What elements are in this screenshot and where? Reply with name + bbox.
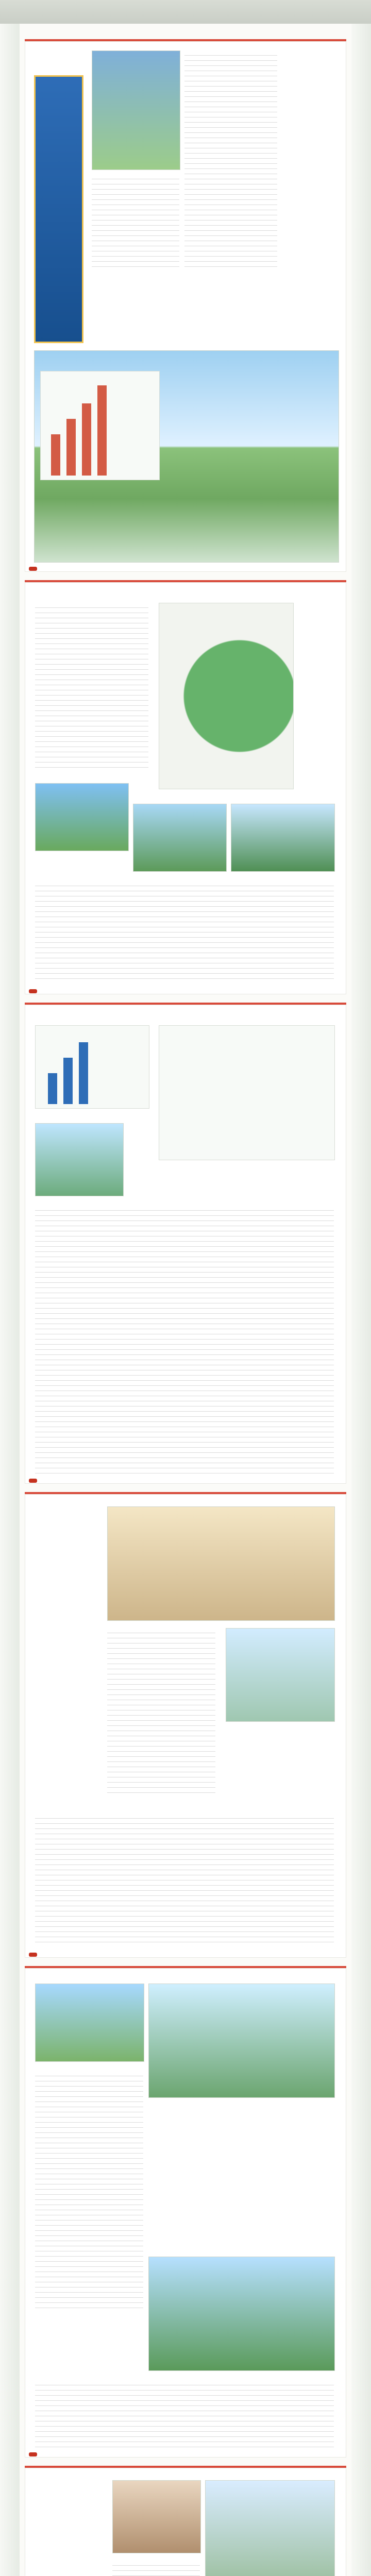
- eco-text-2: [35, 2380, 334, 2447]
- section-memories: [25, 2466, 346, 2576]
- scroll-rail-right: [351, 24, 371, 2576]
- green-photo-3: [231, 804, 335, 872]
- stadium-photo: [107, 1506, 335, 1621]
- eco-photo-2: [148, 1984, 335, 2098]
- section-charts: [25, 1003, 346, 1484]
- bar-a1: [48, 1073, 57, 1104]
- mem-photo-1: [112, 2480, 201, 2553]
- mem-text-1: [112, 2561, 200, 2576]
- scroll-rail-left: [0, 24, 20, 2576]
- section-ecology: [25, 1966, 346, 2458]
- comp-photo-2: [226, 1628, 335, 1722]
- bar-4: [97, 385, 107, 476]
- bar-2: [66, 419, 76, 476]
- chart-b: [159, 1025, 335, 1160]
- mem-photo-2: [205, 2480, 335, 2576]
- section-intro: [25, 39, 346, 572]
- section-tag: [29, 1479, 37, 1483]
- eco-text-1: [35, 2071, 143, 2308]
- section-tag: [29, 1953, 37, 1957]
- comp-text-2: [35, 1814, 334, 1942]
- intro-text-1: [184, 50, 277, 267]
- section-tag: [29, 989, 37, 993]
- poster-paper: [20, 24, 351, 2576]
- green-photo-1: [35, 783, 129, 851]
- intro-text-2: [92, 174, 179, 267]
- eco-photo-1: [35, 1984, 144, 2062]
- eco-photo-3: [148, 2257, 335, 2371]
- intro-stats: [40, 371, 160, 480]
- bar-a2: [63, 1058, 73, 1104]
- green-photo-2: [133, 804, 227, 872]
- chart-photo-1: [35, 1123, 124, 1196]
- section-tag: [29, 567, 37, 571]
- banner: [34, 75, 83, 343]
- bar-1: [51, 434, 60, 476]
- bar-a3: [79, 1042, 88, 1104]
- chart-a: [35, 1025, 149, 1109]
- province-map: [159, 603, 294, 789]
- intro-photo: [92, 50, 180, 170]
- section-green: [25, 580, 346, 994]
- bar-3: [82, 403, 91, 476]
- green-text-2: [35, 881, 334, 979]
- section-competition: [25, 1492, 346, 1958]
- comp-text-1: [107, 1628, 215, 1793]
- scroll-top-frame: [0, 0, 371, 25]
- chart-text-1: [35, 1206, 334, 1473]
- green-text: [35, 603, 148, 768]
- section-tag: [29, 2452, 37, 2456]
